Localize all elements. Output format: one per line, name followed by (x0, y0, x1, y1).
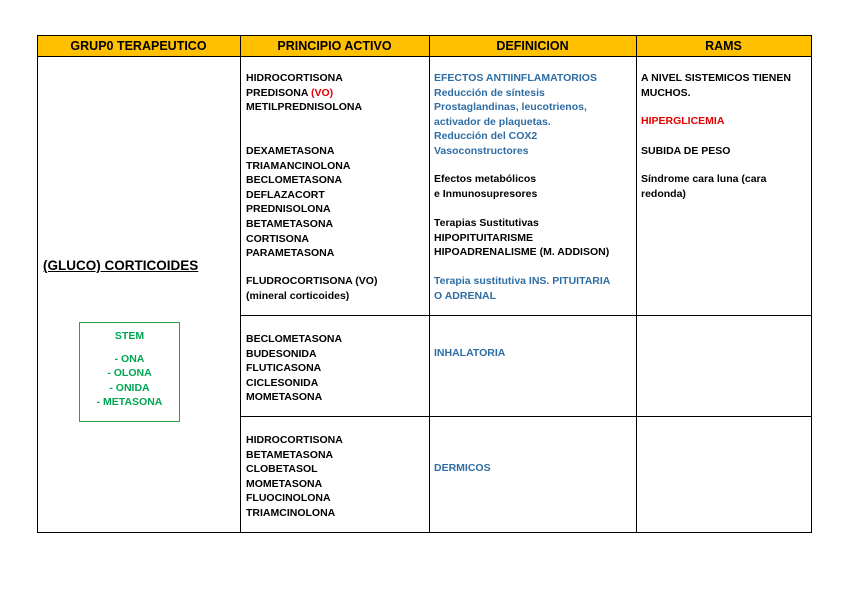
row1-principio-block3 (246, 274, 377, 303)
drug-name: METILPREDNISOLONA (246, 101, 363, 114)
route-note: (VO) (310, 86, 334, 99)
header-grupo: GRUP0 TERAPEUTICO (37, 36, 240, 56)
row1-principio-block1 (246, 71, 362, 115)
stem-item: - OLONA (107, 367, 152, 380)
table-border-left (37, 35, 38, 533)
row1-def-effects (434, 71, 597, 159)
rams-line: MUCHOS. (641, 86, 691, 99)
header-principio: PRINCIPIO ACTIVO (240, 36, 429, 56)
def-line: Reducción del COX2 (434, 130, 538, 143)
drug-name: FLUTICASONA (246, 362, 322, 375)
row3-principio (246, 433, 343, 521)
row1-bottom-border (240, 315, 812, 316)
drug-name: TRIAMANCINOLONA (246, 159, 351, 172)
drug-name: HIDROCORTISONA (246, 434, 343, 446)
stem-item: - METASONA (96, 396, 163, 409)
def-line: HIPOADRENALISME (M. ADDISON) (434, 246, 610, 259)
drug-name: FLUOCINOLONA (246, 492, 331, 505)
def-line: Terapias Sustitutivas (434, 217, 539, 229)
stem-box (79, 322, 180, 422)
drug-name: MOMETASONA (246, 477, 323, 490)
drug-name: TRIAMCINOLONA (246, 506, 336, 519)
def-line: Vasoconstructores (434, 144, 529, 157)
col-divider-2 (429, 35, 430, 533)
col-divider-1 (240, 35, 241, 533)
rams-hiperglicemia: HIPERGLICEMIA (641, 115, 725, 127)
def-line: Reducción de síntesis (434, 86, 545, 99)
def-line: Terapia sustitutiva INS. PITUITARIA (434, 275, 611, 287)
drug-name: MOMETASONA (246, 391, 323, 404)
stem-title: STEM (114, 330, 145, 342)
def-line: HIPOPITUITARISME (434, 231, 533, 244)
table-border-right (811, 35, 812, 533)
def-line: O ADRENAL (434, 289, 497, 302)
drug-name: CICLESONIDA (246, 376, 319, 389)
drug-name: CORTISONA (246, 232, 309, 245)
rams-line: A NIVEL SISTEMICOS TIENEN (641, 72, 791, 84)
drug-name: PREDNISOLONA (246, 203, 331, 216)
drug-name: DEXAMETASONA (246, 145, 335, 157)
def-line: EFECTOS ANTIINFLAMATORIOS (434, 72, 597, 84)
row1-def-terapia-sustitutiva (434, 274, 610, 303)
def-line: Prostaglandinas, leucotrienos, (434, 101, 587, 114)
drug-name: FLUDROCORTISONA (VO) (246, 275, 378, 287)
row2-definicion: INHALATORIA (434, 347, 506, 359)
header-definicion: DEFINICION (429, 36, 636, 56)
rams-subida-peso: SUBIDA DE PESO (641, 145, 731, 157)
row1-def-terapias (434, 216, 609, 260)
drug-name: BUDESONIDA (246, 347, 317, 360)
row1-principio-block2 (246, 144, 350, 261)
rams-line: redonda) (641, 187, 686, 200)
header-bottom-border (37, 56, 812, 57)
drug-name: DEFLAZACORT (246, 188, 325, 201)
col-divider-3 (636, 35, 637, 533)
table-border-bottom (37, 532, 812, 533)
drug-name: PREDISONA (VO) (246, 86, 334, 99)
drug-name: BETAMETASONA (246, 217, 334, 230)
rams-line: Síndrome cara luna (cara (641, 173, 767, 185)
drug-name: BETAMETASONA (246, 448, 334, 461)
row3-definicion: DERMICOS (434, 462, 491, 474)
row2-bottom-border (240, 416, 812, 417)
drug-name: BECLOMETASONA (246, 333, 343, 345)
def-line: activador de plaquetas. (434, 115, 551, 128)
drug-name: HIDROCORTISONA (246, 72, 343, 84)
row1-rams-luna (641, 172, 766, 201)
header-rams: RAMS (636, 36, 811, 56)
row1-def-metabolic (434, 172, 537, 201)
stem-item: - ONA (114, 352, 145, 365)
def-line: e Inmunosupresores (434, 187, 538, 200)
def-line: Efectos metabólicos (434, 173, 537, 185)
drug-name: CLOBETASOL (246, 463, 318, 476)
drug-name: PARAMETASONA (246, 247, 335, 260)
drug-name: BECLOMETASONA (246, 174, 343, 187)
group-title: (GLUCO) CORTICOIDES (43, 258, 199, 273)
table-border-top (37, 35, 812, 36)
row1-rams-systemic (641, 71, 791, 100)
stem-item: - ONIDA (109, 381, 150, 394)
row2-principio (246, 332, 342, 405)
drug-note: (mineral corticoides) (246, 289, 350, 302)
